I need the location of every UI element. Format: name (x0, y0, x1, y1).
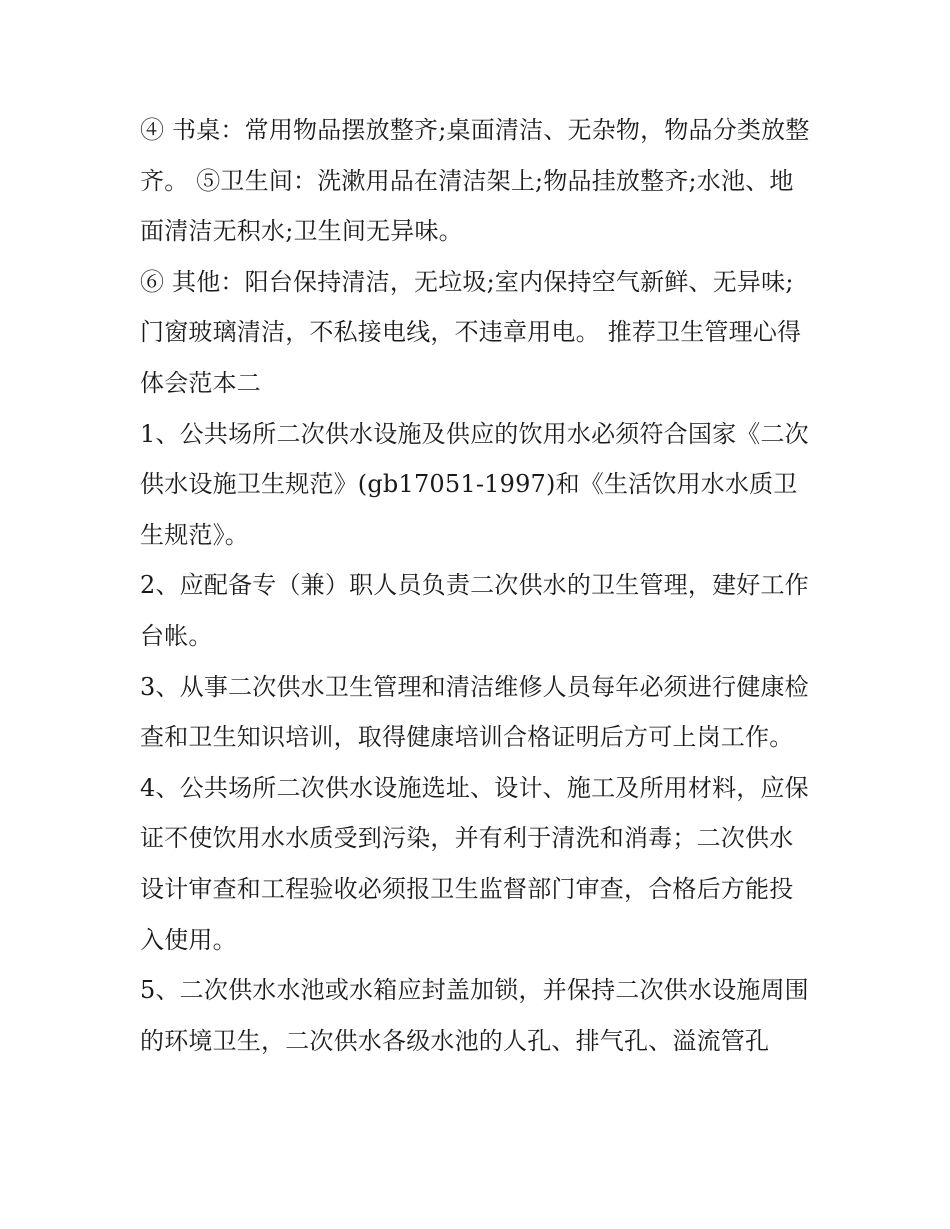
paragraph-rule-2: 2、应配备专（兼）职人员负责二次供水的卫生管理，建好工作台帐。 (140, 571, 809, 650)
paragraph-rule-1: 1、公共场所二次供水设施及供应的饮用水必须符合国家《二次供水设施卫生规范》(gb17051-1997)和《生活饮用水水质卫生规范》。 (140, 419, 809, 549)
paragraph-rule-5: 5、二次供水水池或水箱应封盖加锁，并保持二次供水设施周围的环境卫生，二次供水各级水池的人孔、排气孔、溢流管孔 (140, 976, 809, 1055)
paragraph-item-6: ⑥ 其他：阳台保持清洁，无垃圾;室内保持空气新鲜、无异味;门窗玻璃清洁，不私接电线，不违章用电。 推荐卫生管理心得体会范本二 (140, 267, 802, 397)
paragraph-item-4-5: ④ 书桌：常用物品摆放整齐;桌面清洁、无杂物，物品分类放整齐。 ⑤卫生间：洗漱用品在清洁架上;物品挂放整齐;水池、地面清洁无积水;卫生间无异味。 (140, 116, 810, 246)
paragraph-rule-4: 4、公共场所二次供水设施选址、设计、施工及所用材料，应保证不使饮用水水质受到污染，并有利于清洗和消毒；二次供水设计审查和工程验收必须报卫生监督部门审查，合格后方能投入使用。 (140, 773, 809, 954)
document-body (140, 105, 812, 1066)
paragraph-rule-3: 3、从事二次供水卫生管理和清洁维修人员每年必须进行健康检查和卫生知识培训，取得健康培训合格证明后方可上岗工作。 (140, 672, 809, 752)
